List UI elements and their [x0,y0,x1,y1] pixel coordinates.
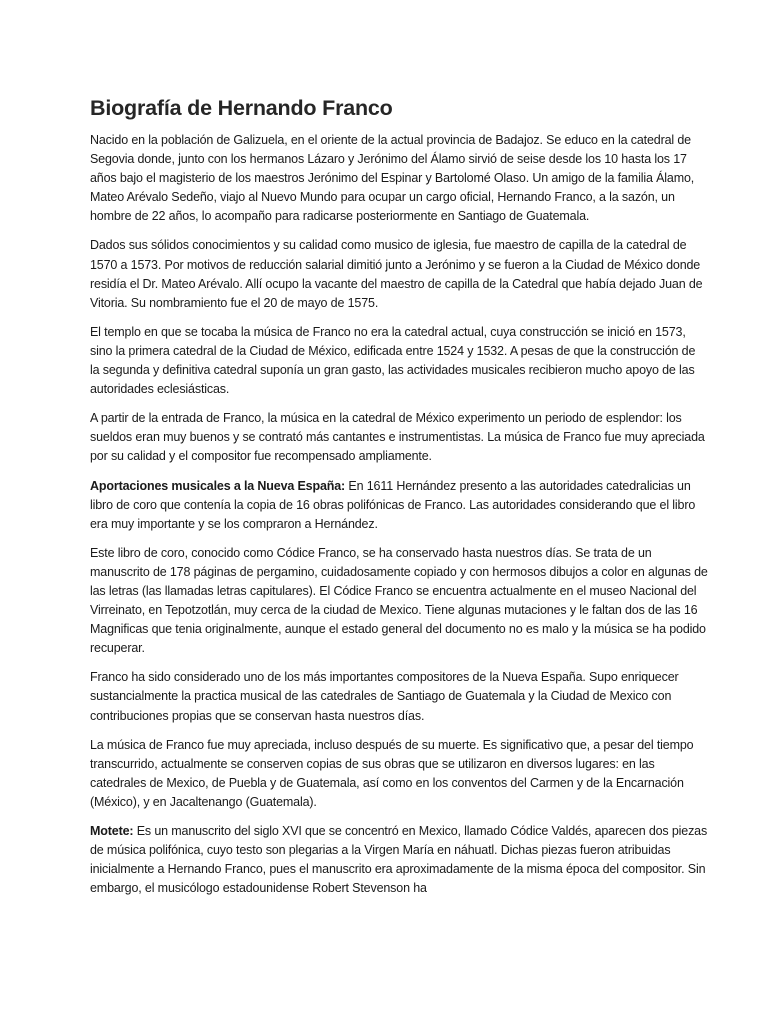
paragraph-text: El templo en que se tocaba la música de Franco no era la catedral actual, cuya construcción se inició en 1573, sino la primera catedral de la Ciudad de México, edificada entre 1524 y 1532. A pesas de que la construcción de la segunda y definitiva catedral suponía un gran gasto, las actividades musicales recibieron mucho apoyo de las autoridades eclesiásticas. [90,324,696,397]
paragraph-guatemala [90,236,708,312]
paragraph-text: A partir de la entrada de Franco, la música en la catedral de México experimento un periodo de esplendor: los sueldos eran muy buenos y se contrató más cantantes e instrumentistas. La música de Franco fue muy apreciada por su calidad y el compositor fue recompensado ampliamente. [90,411,705,464]
paragraph-codex [90,544,708,659]
document-title: Biografía de Hernando Franco [90,96,393,120]
paragraph-cathedral [90,323,708,399]
paragraph-text: Franco ha sido considerado uno de los más importantes compositores de la Nueva España. Supo enriquecer sustancialmente la practica musical de las catedrales de Santiago de Guatemala y la Ciudad de Mexico con contribuciones propias que se conservan hasta nuestros días. [90,670,679,723]
paragraph-text: En 1611 Hernández presento a las autoridades catedralicias un libro de coro que contenía la copia de 16 obras polifónicas de Franco. Las autoridades considerando que el libro era muy importante y se los compraron a Hernández. [90,478,696,531]
paragraph-legacy [90,736,708,812]
paragraph-text: Este libro de coro, conocido como Códice Franco, se ha conservado hasta nuestros días. Se trata de un manuscrito de 178 páginas de pergamino, cuidadosamente copiado y con hermosos dibujos a color en algunas de las letras (las llamadas letras capitulares). El Códice Franco se encuentra actualmente en el museo Nacional del Virreinato, en Tepotzotlán, muy cerca de la ciudad de Mexico. Tiene algunas mutaciones y le faltan dos de las 16 Magnificas que tenia originalmente, aunque el estado general del documento no es malo y la música se ha podido recuperar. [90,545,708,656]
paragraph-text: La música de Franco fue muy apreciada, incluso después de su muerte. Es significativo que, a pesar del tiempo transcurrido, actualmente se conserven copias de sus obras que se utilizaron en diversos lugares: en las catedrales de Mexico, de Puebla y de Guatemala, así como en los conventos del Carmen y de la Encarnación (México), y en Jacaltenango (Guatemala). [90,737,694,809]
paragraph-lead: Motete: [90,824,134,838]
paragraph-text: Dados sus sólidos conocimientos y su calidad como musico de iglesia, fue maestro de capilla de la catedral de 1570 a 1573. Por motivos de reducción salarial dimitió junto a Jerónimo y se fueron a la Ciudad de México donde residía el Dr. Mateo Arévalo. Allí ocupo la vacante del maestro de capilla de la Catedral que había dejado Juan de Vitoria. Su nombramiento fue el 20 de mayo de 1575. [90,238,703,310]
paragraph-contributions [90,477,708,534]
paragraph-importance [90,668,708,725]
paragraph-lead: Aportaciones musicales a la Nueva España: [90,478,346,493]
paragraph-text: Es un manuscrito del siglo XVI que se concentró en Mexico, llamado Códice Valdés, aparecen dos piezas de música polifónica, cuyo testo son plegarias a la Virgen María en náhuatl. Dichas piezas fueron atribuidas inicialmente a Hernando Franco, pues el manuscrito era aproximadamente de la misma época del compositor. Sin embargo, el musicólogo estadounidense Robert Stevenson ha [90,824,708,896]
paragraph-splendor [90,409,708,466]
paragraph-text: Nacido en la población de Galizuela, en el oriente de la actual provincia de Badajoz. Se educo en la catedral de Segovia donde, junto con los hermanos Lázaro y Jerónimo del Álamo sirvió de seise desde los 10 hasta los 17 años bajo el magisterio de los maestros Jerónimo del Espinar y Bartolomé Olaso. Un amigo de la familia Álamo, Mateo Arévalo Sedeño, viajo al Nuevo Mundo para ocupar un cargo oficial, Hernando Franco, a la sazón, un hombre de 22 años, lo acompaño para radicarse posteriormente en Santiago de Guatemala. [90,133,695,224]
paragraph-birth [90,131,708,226]
paragraph-motete [90,822,708,898]
